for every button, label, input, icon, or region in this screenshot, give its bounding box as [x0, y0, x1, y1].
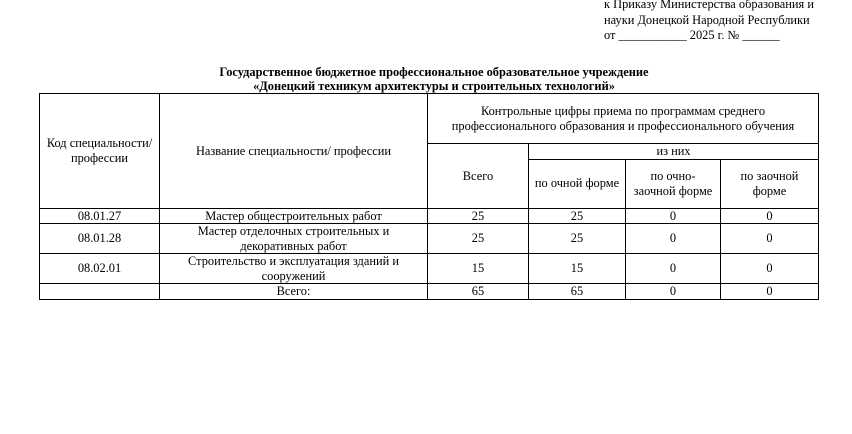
header-part-time: по очно-заочной форме	[626, 159, 721, 208]
totals-row	[40, 284, 819, 300]
order-reference	[604, 0, 850, 44]
admission-plan-table	[39, 93, 819, 300]
totals-label: Всего:	[160, 284, 428, 300]
row-name: Мастер отделочных строительных и декоративных работ	[160, 224, 428, 254]
row-code: 08.01.28	[40, 224, 160, 254]
header-code: Код специальности/ профессии	[40, 94, 160, 209]
totals-full-time: 65	[529, 284, 626, 300]
institution-name-line-1: Государственное бюджетное профессиональное образовательное учреждение	[219, 65, 649, 79]
row-extramural: 0	[721, 208, 819, 224]
header-of-them: из них	[529, 144, 819, 160]
header-name: Название специальности/ профессии	[160, 94, 428, 209]
table-row	[40, 208, 819, 224]
totals-part-time: 0	[626, 284, 721, 300]
row-code: 08.02.01	[40, 254, 160, 284]
totals-total: 65	[428, 284, 529, 300]
row-total: 25	[428, 224, 529, 254]
row-extramural: 0	[721, 224, 819, 254]
row-part-time: 0	[626, 254, 721, 284]
row-full-time: 25	[529, 224, 626, 254]
header-full-time: по очной форме	[529, 159, 626, 208]
totals-empty-cell	[40, 284, 160, 300]
order-reference-line-1: к Приказу Министерства образования и	[604, 0, 814, 11]
row-code: 08.01.27	[40, 208, 160, 224]
header-control-figures: Контрольные цифры приема по программам среднего профессионального образования и профессионального обучения	[428, 94, 819, 144]
row-part-time: 0	[626, 208, 721, 224]
table-row	[40, 254, 819, 284]
institution-name-line-2: «Донецкий техникум архитектуры и строительных технологий»	[253, 79, 615, 93]
row-name: Мастер общестроительных работ	[160, 208, 428, 224]
row-extramural: 0	[721, 254, 819, 284]
row-name: Строительство и эксплуатация зданий и сооружений	[160, 254, 428, 284]
header-extramural: по заочной форме	[721, 159, 819, 208]
row-total: 15	[428, 254, 529, 284]
row-part-time: 0	[626, 224, 721, 254]
table-row	[40, 224, 819, 254]
header-total: Всего	[428, 144, 529, 209]
row-full-time: 25	[529, 208, 626, 224]
order-reference-line-3: от ___________ 2025 г. № ______	[604, 28, 780, 42]
order-reference-line-2: науки Донецкой Народной Республики	[604, 12, 810, 27]
row-full-time: 15	[529, 254, 626, 284]
totals-extramural: 0	[721, 284, 819, 300]
row-total: 25	[428, 208, 529, 224]
